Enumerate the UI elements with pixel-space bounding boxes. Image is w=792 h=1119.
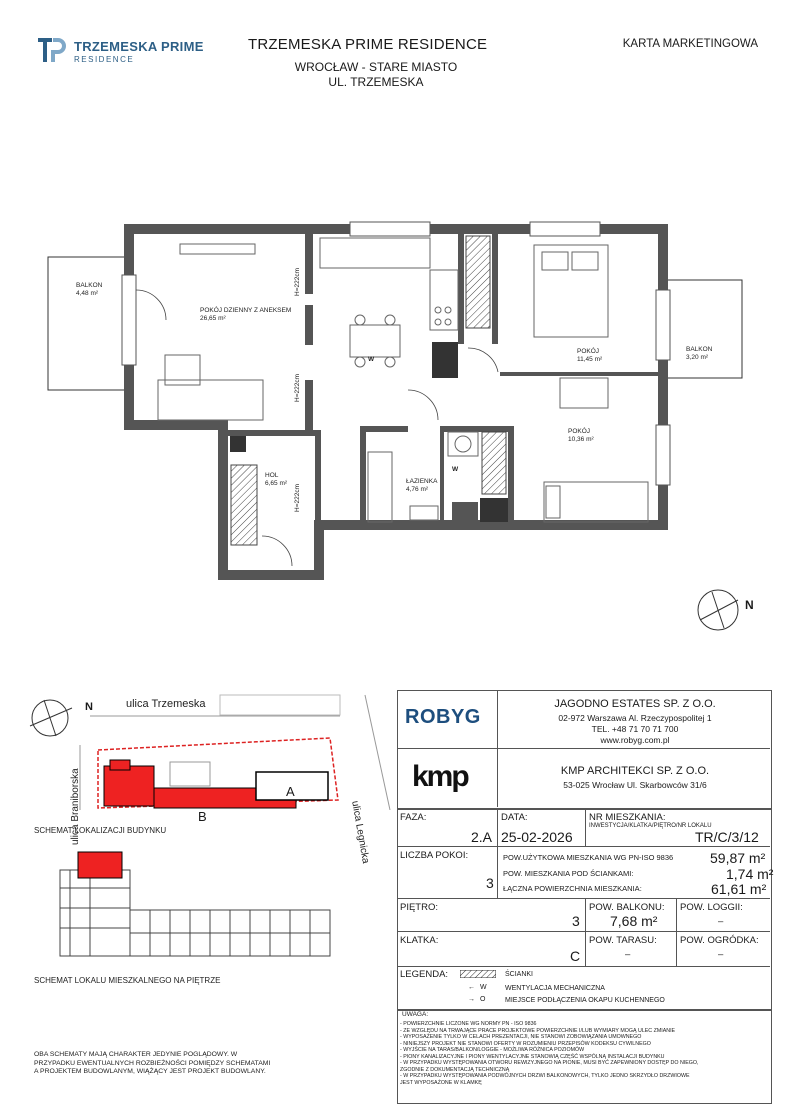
nr-value: TR/C/3/12 — [695, 829, 759, 845]
area-usable-label: POW.UŻYTKOWA MIESZKANIA WG PN-ISO 9836 — [503, 853, 674, 862]
street-top: ulica Trzemeska — [126, 698, 206, 710]
legend-o-symbol: O — [480, 996, 486, 1003]
divider — [497, 690, 498, 807]
stair-value: C — [570, 948, 581, 964]
developer-name: JAGODNO ESTATES SP. Z O.O. — [554, 698, 716, 710]
legend-o-arrow-icon: → — [468, 996, 475, 1003]
hall-label: HOL 6,65 m² — [265, 472, 288, 487]
balcony-right — [666, 280, 742, 378]
divider — [585, 898, 586, 966]
divider — [397, 748, 770, 749]
note-item: - WYJŚCIE NA TARAS/BALKON/LOGGIE - MOŻLIWA RÓŻNICA POZIOMÓW — [400, 1047, 585, 1053]
bedroom-1-label: POKÓJ 11,45 m² — [577, 348, 603, 363]
developer-phone: TEL. +48 71 70 71 700 — [591, 724, 679, 734]
legend-walls: ŚCIANKI — [505, 971, 534, 978]
compass-north-label: N — [745, 598, 754, 612]
loggia-label: POW. LOGGII: — [680, 902, 743, 913]
legend-w-arrow-icon: ← — [468, 984, 475, 991]
scheme-building-label: SCHEMAT LOKALIZACJI BUDYNKU — [34, 826, 167, 835]
card-label: KARTA MARKETINGOWA — [622, 38, 758, 50]
data-label: DATA: — [501, 812, 528, 823]
garden-value: – — [718, 949, 724, 960]
terrace-value: – — [625, 949, 631, 960]
note-item: - W PRZYPADKU WYSTĘPOWANIA OTWORU REWIZYJNEGO NA PIONIE, MUSI BYĆ ZAPEWNIONY DOSTĘP DO NIEGO, ZGODNIE Z DOKUMENTACJĄ TECHNICZNĄ — [400, 1060, 699, 1073]
kmp-logo: kmp — [412, 760, 468, 793]
rooms-value: 3 — [486, 875, 494, 891]
balcony-left-label: BALKON 4,48 m² — [76, 282, 103, 297]
area-total-value: 61,61 m² — [711, 881, 767, 897]
terrace-label: POW. TARASU: — [589, 935, 657, 946]
robyg-logo: ROBYG — [405, 706, 481, 728]
balcony-right-label: BALKON 3,20 m² — [686, 346, 713, 361]
area-walls-label: POW. MIESZKANIA POD ŚCIANKAMI: — [503, 869, 634, 878]
compass-icon — [698, 590, 738, 630]
loggia-value: – — [718, 916, 724, 927]
location-compass-label: N — [85, 701, 93, 713]
developer-web[interactable]: www.robyg.com.pl — [600, 735, 670, 745]
page-title: TRZEMESKA PRIME RESIDENCE — [248, 36, 488, 53]
garden-label: POW. OGRÓDKA: — [680, 935, 759, 946]
legend-label: LEGENDA: — [400, 969, 449, 980]
nr-sublabel: INWESTYCJA/KLATKA/PIĘTRO/NR LOKALU — [589, 823, 712, 829]
legend-ventilation: WENTYLACJA MECHANICZNA — [505, 985, 605, 992]
compass-icon — [30, 700, 72, 736]
logo-mark-icon — [36, 36, 68, 66]
height-label: H=222cm — [294, 374, 301, 402]
balcony-area-label: POW. BALKONU: — [589, 902, 665, 913]
faza-value: 2.A — [471, 829, 493, 845]
divider — [497, 809, 498, 846]
note-item: - WYPOSAŻENIE TYLKO W CELACH PREZENTACJI, NIE STANOWI ZOBOWIĄZANIA UMOWNEGO — [400, 1034, 642, 1040]
divider — [397, 966, 770, 967]
logo-sub: RESIDENCE — [74, 55, 135, 64]
rooms-label: LICZBA POKOI: — [400, 850, 469, 861]
note-item: - POWIERZCHNIE LICZONE WG NORMY PN - ISO 9836 — [400, 1021, 537, 1027]
floor-label: PIĘTRO: — [400, 902, 439, 913]
divider — [397, 931, 770, 932]
bedroom-2-label: POKÓJ 10,36 m² — [568, 428, 594, 443]
note-item: - W PRZYPADKU WYSTĘPOWANIA PODWÓJNYCH DRZWI BALKONOWYCH, TYLKO JEDNO SKRZYDŁO DRZWIOWE JEST WYPOSAŻONE W KLAMKĘ — [400, 1073, 690, 1086]
logo — [36, 36, 211, 68]
street-left: ulica Braniborska — [70, 768, 81, 845]
street-right: ulica Legnicka — [349, 800, 372, 865]
faza-label: FAZA: — [400, 812, 427, 823]
living-room-label: POKÓJ DZIENNY Z ANEKSEM 26,65 m² — [200, 307, 292, 322]
logo-name: TRZEMESKA PRIME — [74, 39, 204, 54]
nr-label: NR MIESZKANIA: — [589, 812, 666, 823]
ventilation-marker: W — [368, 356, 375, 363]
area-usable-value: 59,87 m² — [710, 850, 766, 866]
height-label: H=222cm — [294, 484, 301, 512]
bathroom-label: ŁAZIENKA 4,76 m² — [406, 478, 438, 493]
legend-hood: MIEJSCE PODŁĄCZENIA OKAPU KUCHENNEGO — [505, 997, 665, 1004]
floor-value: 3 — [572, 913, 580, 929]
scheme-unit-label: SCHEMAT LOKALU MIESZKALNEGO NA PIĘTRZE — [34, 976, 221, 985]
balcony-area-value: 7,68 m² — [610, 913, 658, 929]
note-item: - ZE WZGLĘDU NA TRWAJĄCE PRACE PROJEKTOWE POWIERZCHNIE I/LUB WYMIARY MOGĄ ULEC ZMIANIE — [400, 1027, 676, 1034]
street-line: UL. TRZEMESKA — [328, 75, 424, 89]
divider — [676, 898, 677, 966]
notes-list — [400, 1021, 700, 1086]
ventilation-marker: W — [452, 466, 459, 473]
balcony-left — [48, 257, 126, 390]
building-b-label: B — [198, 809, 207, 824]
note-item: - NINIEJSZY PROJEKT NIE STANOWI OFERTY W ROZUMIENIU PRZEPISÓW KODEKSU CYWILNEGO — [400, 1040, 651, 1047]
notes-title: UWAGA: — [402, 1011, 429, 1018]
divider — [397, 898, 770, 899]
divider — [497, 846, 498, 898]
stair-label: KLATKA: — [400, 935, 439, 946]
walls-hatch-icon — [460, 970, 496, 978]
building-a-label: A — [286, 784, 295, 799]
area-walls-value: 1,74 m² — [726, 866, 774, 882]
note-item: - PIONY KANALIZACYJNE I PIONY WENTYLACYJNE STANOWIĄ CZĘŚĆ WSPÓLNĄ INSTALACJI BUDYNKU — [400, 1053, 665, 1060]
divider — [585, 809, 586, 846]
architect-address: 53-025 Wrocław Ul. Skarbowców 31/6 — [563, 780, 707, 790]
height-label: H=222cm — [294, 268, 301, 296]
architect-name: KMP ARCHITEKCI SP. Z O.O. — [560, 765, 710, 777]
divider — [397, 846, 770, 847]
area-total-label: ŁĄCZNA POWIERZCHNIA MIESZKANIA: — [503, 884, 642, 893]
city-line: WROCŁAW - STARE MIASTO — [294, 60, 458, 74]
floorplan — [0, 200, 792, 650]
developer-address: 02-972 Warszawa Al. Rzeczypospolitej 1 — [558, 713, 712, 723]
unit-scheme — [40, 848, 340, 958]
disclaimer: OBA SCHEMATY MAJĄ CHARAKTER JEDYNIE POGLĄDOWY. W PRZYPADKU EWENTUALNYCH ROZBIEŻNOŚCI POMIĘDZY SCHEMATAMI A PROJEKTEM BUDOWLANYM, WIĄŻĄCY JEST PROJEKT BUDOWLANY. — [34, 1051, 271, 1075]
data-value: 25-02-2026 — [501, 829, 573, 845]
legend-w-symbol: W — [480, 984, 487, 991]
